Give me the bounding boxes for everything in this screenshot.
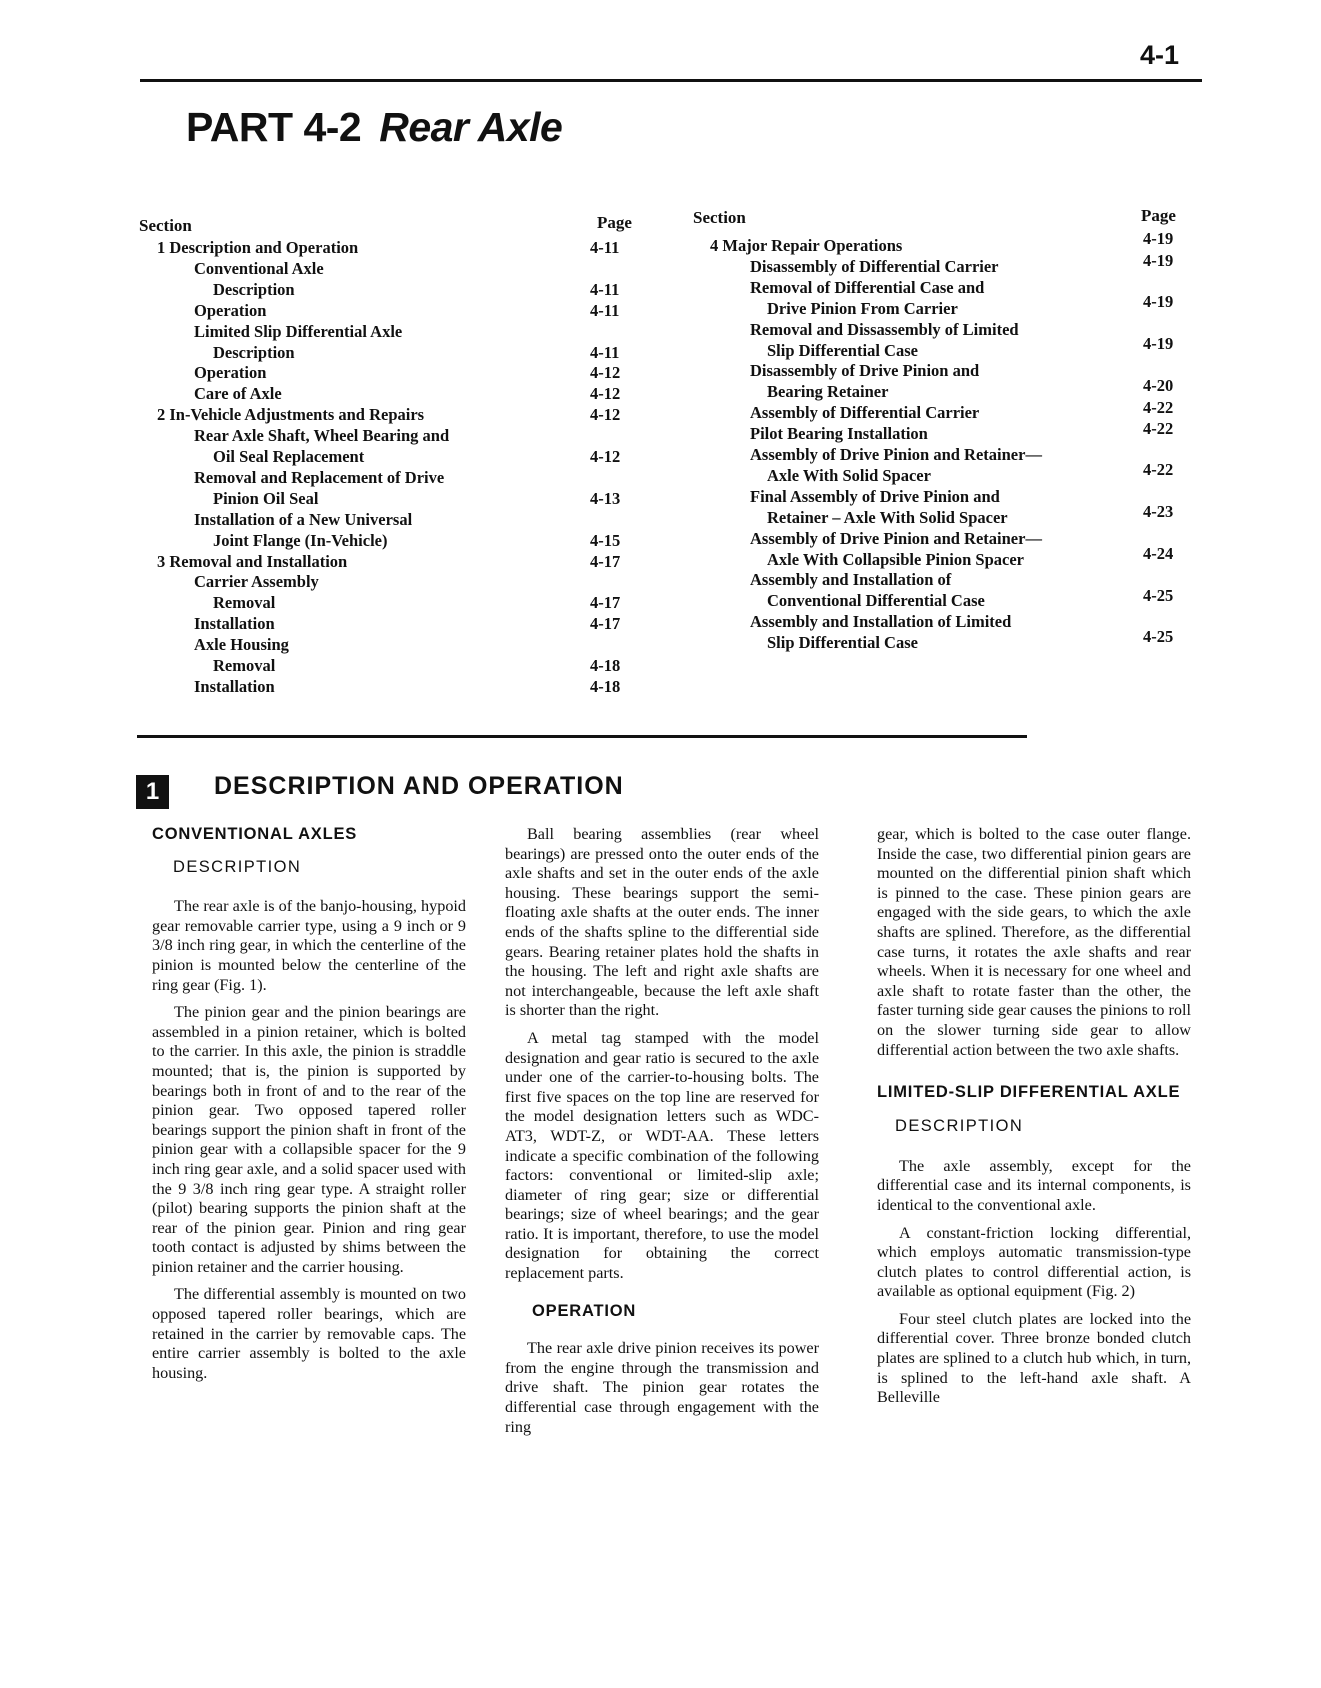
- toc-entry: Assembly of Differential Carrier . . .: [750, 402, 1098, 423]
- toc-entry: Final Assembly of Drive Pinion and: [750, 486, 1000, 506]
- toc-page-number: 4-11: [590, 300, 620, 320]
- subheading-operation: OPERATION: [532, 1301, 637, 1320]
- toc-page-number: 4-11: [590, 238, 620, 257]
- toc-entry: Assembly and Installation of Limited: [750, 612, 1012, 632]
- toc-page-number: 4-11: [590, 279, 620, 299]
- paragraph: The pinion gear and the pinion bearings are assembled in a pinion retainer, which is bolted to the carrier. In this axle, the pinion is straddle mounted; that is, the pinion is supported by bearings both in front of and to the rear of the pinion gear. Two opposed tapered roller bearings support the pinion shaft in front of the pinion gear with a collapsible spacer for the 9 inch ring gear axle, and a solid spacer used with the 9 3/8 inch ring gear type. A straight roller (pilot) bearing supports the pinion shaft at the rear of the pinion gear. Pinion and ring gear tooth contact is adjusted by shims between the pinion retainer and the carrier housing.: [152, 1003, 466, 1276]
- toc-page-number: 4-15: [590, 530, 621, 550]
- toc-left-section-header: Section: [139, 216, 192, 235]
- toc-page-number: 4-12: [590, 363, 621, 383]
- toc-entry: Assembly of Drive Pinion and Retainer—: [750, 445, 1042, 464]
- toc-entry: Retainer – Axle With Solid Spacer . . .: [767, 507, 1098, 528]
- toc-entry: Removal and Replacement of Drive: [194, 467, 445, 487]
- paragraph: A constant-friction locking differential, which employs automatic transmission-type clutch plates to control differential action, is available as optional equipment (Fig. 2): [877, 1223, 1191, 1301]
- paragraph: The axle assembly, except for the differential case and its internal components, is identical to the conventional axle.: [877, 1156, 1191, 1214]
- heading-limited-slip: LIMITED-SLIP DIFFERENTIAL AXLE: [877, 1083, 1181, 1102]
- paragraph: Ball bearing assemblies (rear wheel bearings) are pressed onto the outer ends of the axle shafts and set in the outer ends of the axle housing. These bearings support the semi-floating axle shafts at the outer ends. The inner ends of the shafts spline to the differential side gears. Bearing retainer plates hold the shafts in the housing. The left and right axle shafts are not interchangeable, because the left axle shaft is shorter than the right.: [505, 825, 819, 1020]
- toc-entry: Removal and Dissassembly of Limited: [750, 319, 1019, 339]
- toc-entry: 2 In-Vehicle Adjustments and Repairs . . .: [157, 404, 507, 425]
- text-column-2: [505, 825, 819, 1445]
- toc-entry: 4 Major Repair Operations . . .: [710, 235, 1098, 256]
- toc-entry: Installation of a New Universal: [194, 509, 413, 529]
- toc-page-number: 4-12: [590, 447, 621, 466]
- toc-entry: Pinion Oil Seal . . .: [213, 488, 507, 509]
- toc-entry: Conventional Differential Case . . .: [767, 590, 1098, 611]
- toc-page-number: 4-17: [590, 593, 621, 613]
- toc-entry: Pilot Bearing Installation . . .: [750, 423, 1098, 444]
- paragraph: gear, which is bolted to the case outer flange. Inside the case, two differential pinion gears are mounted on the differential pinion shaft which is pinned to the case. These pinion gears are engaged with the side gears, to which the axle shafts are splined. Therefore, as the differential case turns, it rotates the axle shafts and rear wheels. When it is necessary for one wheel and axle shaft to rotate faster than the other, the faster turning side gear causes the pinions to roll on the slower turning side gear to allow differential action between the two axle shafts.: [877, 825, 1191, 1059]
- toc-page-number: 4-12: [590, 384, 621, 404]
- toc-page-number: 4-19: [1143, 292, 1174, 311]
- toc-page-number: 4-19: [1143, 251, 1174, 270]
- toc-page-number: 4-12: [590, 405, 621, 425]
- toc-page-number: 4-20: [1143, 376, 1174, 395]
- toc-entry: Removal . . .: [213, 655, 507, 676]
- toc-page-number: 4-23: [1143, 502, 1174, 521]
- toc-entry: Slip Differential Case . . .: [767, 340, 1098, 361]
- toc-page-number: 4-24: [1143, 544, 1174, 563]
- paragraph: A metal tag stamped with the model designation and gear ratio is secured to the axle under one of the carrier-to-housing bolts. The first five spaces on the top line are reserved for the model designation letters such as WDC-AT3, WDT-Z, or WDT-AA. These letters indicate a specific combination of the following factors: conventional or limited-slip axle; diameter of ring gear; size or differential bearings; size of wheel bearings; and the gear ratio. It is important, therefore, to use the model designation for obtaining the correct replacement parts.: [505, 1028, 819, 1283]
- toc-entry: Drive Pinion From Carrier . . .: [767, 298, 1098, 319]
- toc-left-page-header: Page: [597, 213, 632, 232]
- header-rule: [140, 79, 1202, 82]
- toc-right-section-header: Section: [693, 208, 746, 227]
- heading-conventional-axles: CONVENTIONAL AXLES: [152, 825, 358, 843]
- toc-page-number: 4-18: [590, 656, 621, 675]
- toc-page-number: 4-25: [1143, 627, 1174, 646]
- part-name: Rear Axle: [379, 104, 563, 150]
- toc-entry: Installation . . .: [194, 676, 507, 697]
- toc-entry: Limited Slip Differential Axle: [194, 321, 403, 341]
- toc-page-number: 4-11: [590, 342, 620, 362]
- toc-entry: Operation . . .: [194, 362, 507, 383]
- page-title: [186, 104, 562, 151]
- toc-right-page-header: Page: [1141, 206, 1176, 225]
- toc-entry: Assembly and Installation of: [750, 570, 952, 590]
- paragraph: The differential assembly is mounted on two opposed tapered roller bearings, which are retained in the carrier by removable caps. The entire carrier assembly is bolted to the axle housing.: [152, 1285, 466, 1382]
- text-column-3: [877, 825, 1191, 1416]
- page-number: 4-1: [1140, 40, 1180, 70]
- toc-entry: Operation . . .: [194, 300, 507, 321]
- toc-page-number: 4-22: [1143, 419, 1174, 438]
- toc-entry: Carrier Assembly: [194, 572, 319, 592]
- subheading-description: DESCRIPTION: [173, 857, 302, 876]
- toc-entry: Removal of Differential Case and: [750, 277, 985, 297]
- toc-entry: Bearing Retainer . . .: [767, 381, 1098, 402]
- text-column-1: [152, 825, 466, 1391]
- toc-entry: 1 Description and Operation . . .: [157, 237, 507, 258]
- toc-page-number: 4-13: [590, 488, 621, 508]
- toc-entry: Disassembly of Drive Pinion and: [750, 361, 980, 381]
- toc-entry: Axle Housing: [194, 635, 289, 655]
- toc-entry: Axle With Solid Spacer . . .: [767, 465, 1098, 486]
- toc-entry: Disassembly of Differential Carrier . . .: [750, 256, 1098, 277]
- toc-page-number: 4-17: [590, 614, 621, 634]
- paragraph: The rear axle drive pinion receives its power from the engine through the transmission and drive shaft. The pinion gear rotates the differential case through engagement with the ring: [505, 1339, 819, 1436]
- toc-page-number: 4-22: [1143, 460, 1174, 479]
- toc-page-number: 4-17: [590, 551, 621, 571]
- toc-page-number: 4-19: [1143, 229, 1174, 248]
- section-title: DESCRIPTION AND OPERATION: [214, 772, 624, 800]
- toc-entry: Care of Axle . . .: [194, 383, 507, 404]
- toc-entry: Rear Axle Shaft, Wheel Bearing and: [194, 426, 450, 446]
- paragraph: Four steel clutch plates are locked into the differential cover. Three bronze bonded clutch plates are splined to a clutch hub which, in turn, is splined to the left-hand axle shaft. A Belleville: [877, 1309, 1191, 1407]
- toc-entry: Oil Seal Replacement . . .: [213, 446, 507, 467]
- toc-entry: Axle With Collapsible Pinion Spacer . . .: [767, 549, 1098, 570]
- toc-page-number: 4-19: [1143, 334, 1174, 353]
- toc-entry: Removal . . .: [213, 592, 507, 613]
- toc-page-number: 4-22: [1143, 398, 1174, 417]
- section-number-badge: 1: [136, 775, 169, 809]
- toc-entry: Description . . .: [213, 279, 507, 300]
- toc-entry: Joint Flange (In-Vehicle) . . .: [213, 530, 507, 551]
- toc-entry: Installation . . .: [194, 613, 507, 634]
- toc-page-number: 4-25: [1143, 586, 1174, 605]
- toc-entry: Description . . .: [213, 342, 507, 363]
- toc-entry: Assembly of Drive Pinion and Retainer—: [750, 528, 1042, 548]
- paragraph: The rear axle is of the banjo-housing, hypoid gear removable carrier type, using a 9 inch or 9 3/8 inch ring gear, in which the centerline of the pinion is mounted below the centerline of the ring gear (Fig. 1).: [152, 897, 466, 994]
- toc-page-number: 4-18: [590, 676, 621, 696]
- part-number: PART 4-2: [186, 104, 362, 150]
- toc-entry: Conventional Axle: [194, 258, 324, 278]
- section-divider: [137, 735, 1027, 738]
- toc-entry: 3 Removal and Installation . . .: [157, 551, 507, 572]
- subheading-description: DESCRIPTION: [895, 1117, 1024, 1136]
- toc-entry: Slip Differential Case . . .: [767, 632, 1098, 653]
